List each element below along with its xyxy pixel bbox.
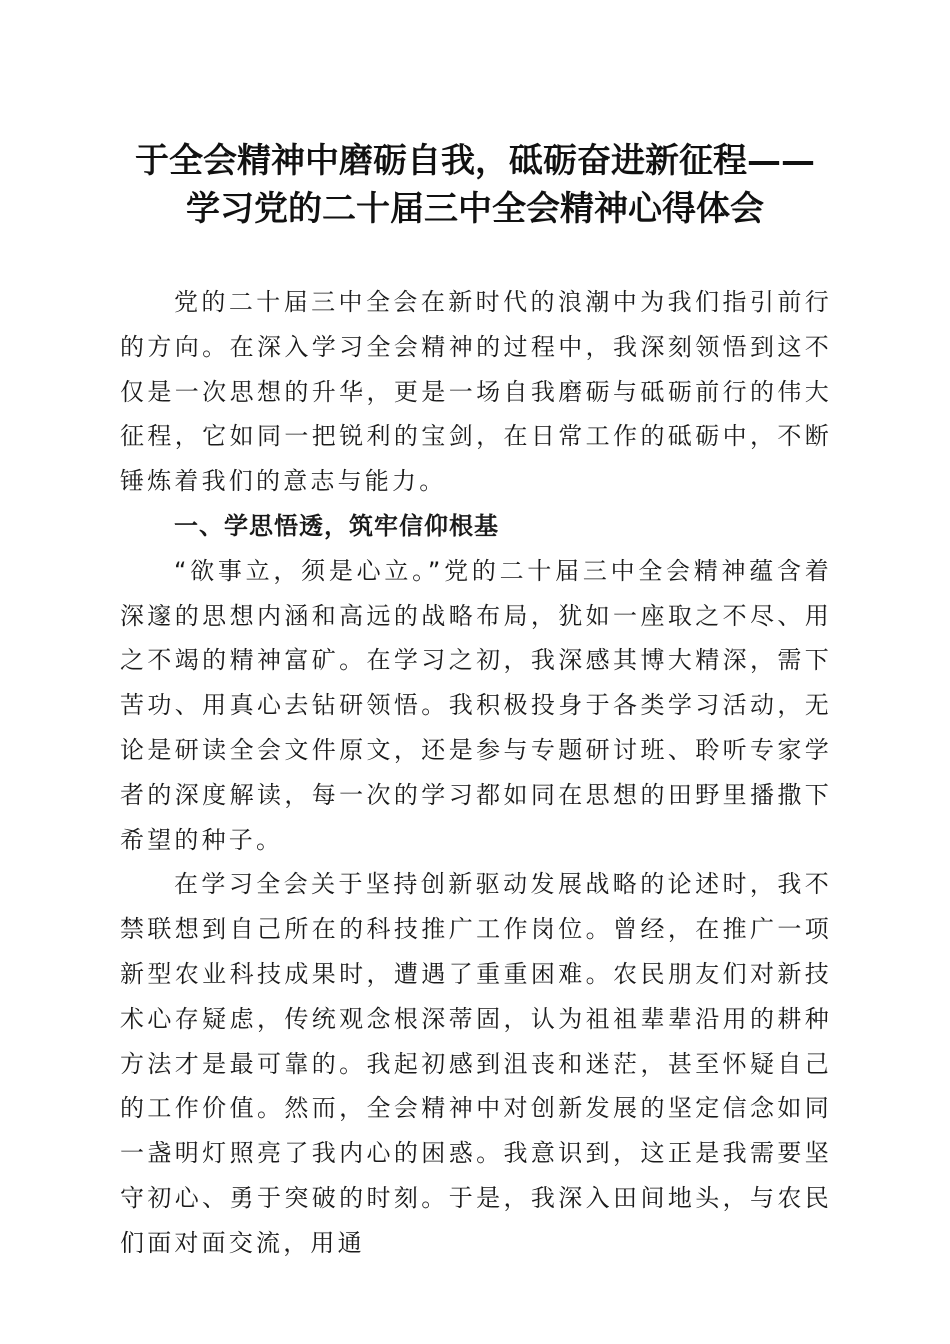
document-title-line-2: 学习党的二十届三中全会精神心得体会 bbox=[186, 189, 764, 229]
section-1-paragraph-2: 在学习全会关于坚持创新驱动发展战略的论述时，我不禁联想到自己所在的科技推广工作岗位。曾经，在推广一项新型农业科技成果时，遭遇了重重困难。农民朋友们对新技术心存疑虑，传统观念根深蒂固，认为祖祖辈辈沿用的耕种方法才是最可靠的。我起初感到沮丧和迷茫，甚至怀疑自己的工作价值。然而，全会精神中对创新发展的坚定信念如同一盏明灯照亮了我内心的困惑。我意识到，这正是我需要坚守初心、勇于突破的时刻。于是，我深入田间地头，与农民们面对面交流，用通 bbox=[120, 870, 832, 1257]
document-title-line-1: 于全会精神中磨砺自我，砥砺奋进新征程—— bbox=[135, 141, 815, 181]
intro-paragraph: 党的二十届三中全会在新时代的浪潮中为我们指引前行的方向。在深入学习全会精神的过程中，我深刻领悟到这不仅是一次思想的升华，更是一场自我磨砺与砥砺前行的伟大征程，它如同一把锐利的宝剑，在日常工作的砥砺中，不断锤炼着我们的意志与能力。 bbox=[120, 288, 832, 496]
section-1-paragraph-1: “欲事立，须是心立。”党的二十届三中全会精神蕴含着深邃的思想内涵和高远的战略布局，犹如一座取之不尽、用之不竭的精神富矿。在学习之初，我深感其博大精深，需下苦功、用真心去钻研领悟。我积极投身于各类学习活动，无论是研读全会文件原文，还是参与专题研讨班、聆听专家学者的深度解读，每一次的学习都如同在思想的田野里播撒下希望的种子。 bbox=[120, 556, 832, 854]
document-body bbox=[120, 280, 832, 1266]
section-heading-1: 一、学思悟透，筑牢信仰根基 bbox=[174, 511, 499, 540]
